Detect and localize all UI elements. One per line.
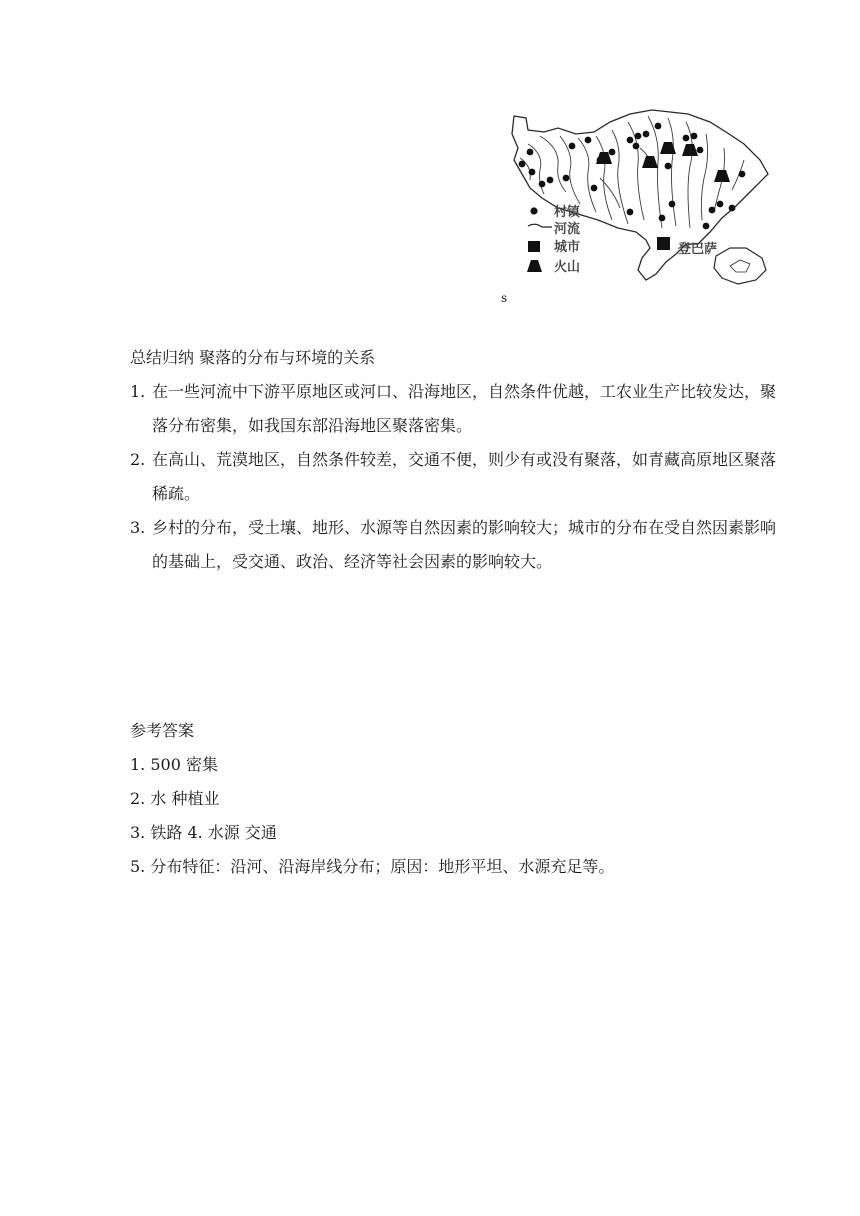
small-island-outline — [714, 248, 766, 284]
answer-line: 2. 水 种植业 — [130, 789, 220, 808]
answer-section — [130, 714, 614, 884]
summary-title: 总结归纳 聚落的分布与环境的关系 — [130, 348, 376, 367]
point-number: 1. — [130, 382, 146, 401]
summary-point — [130, 443, 776, 511]
city-label: 登巴萨 — [678, 241, 718, 256]
volcano-markers — [596, 142, 730, 182]
river-line-icon — [528, 224, 552, 227]
map-legend — [527, 204, 581, 274]
legend-label-river: 河流 — [554, 221, 581, 236]
answer-line: 5. 分布特征：沿河、沿海岸线分布；原因：地形平坦、水源充足等。 — [130, 857, 615, 876]
point-text: 在高山、荒漠地区，自然条件较差，交通不便，则少有或没有聚落，如青藏高原地区聚落稀疏。 — [152, 450, 777, 503]
city-square-icon — [528, 241, 540, 252]
point-number: 2. — [130, 450, 146, 469]
legend-label-volcano: 火山 — [554, 259, 581, 274]
city-square — [657, 237, 670, 250]
answer-line: 1. 500 密集 — [130, 755, 218, 774]
answer-title: 参考答案 — [130, 721, 195, 740]
island-settlement-map — [500, 108, 772, 288]
legend-label-city: 城市 — [554, 239, 581, 254]
volcano-icon — [527, 260, 542, 272]
village-dot-icon — [530, 207, 537, 214]
point-text: 在一些河流中下游平原地区或河口、沿海地区，自然条件优越，工农业生产比较发达，聚落分布密集，如我国东部沿海地区聚落密集。 — [152, 382, 777, 435]
point-text: 乡村的分布，受土壤、地形、水源等自然因素的影响较大；城市的分布在受自然因素影响的基础上，受交通、政治、经济等社会因素的影响较大。 — [152, 518, 777, 571]
summary-point — [130, 375, 776, 443]
point-number: 3. — [130, 518, 146, 537]
legend-label-village: 村镇 — [554, 204, 581, 219]
summary-point — [130, 511, 776, 579]
village-dots — [519, 123, 746, 230]
answer-line: 3. 铁路 4. 水源 交通 — [130, 823, 277, 842]
figure-caption: s — [501, 291, 508, 305]
